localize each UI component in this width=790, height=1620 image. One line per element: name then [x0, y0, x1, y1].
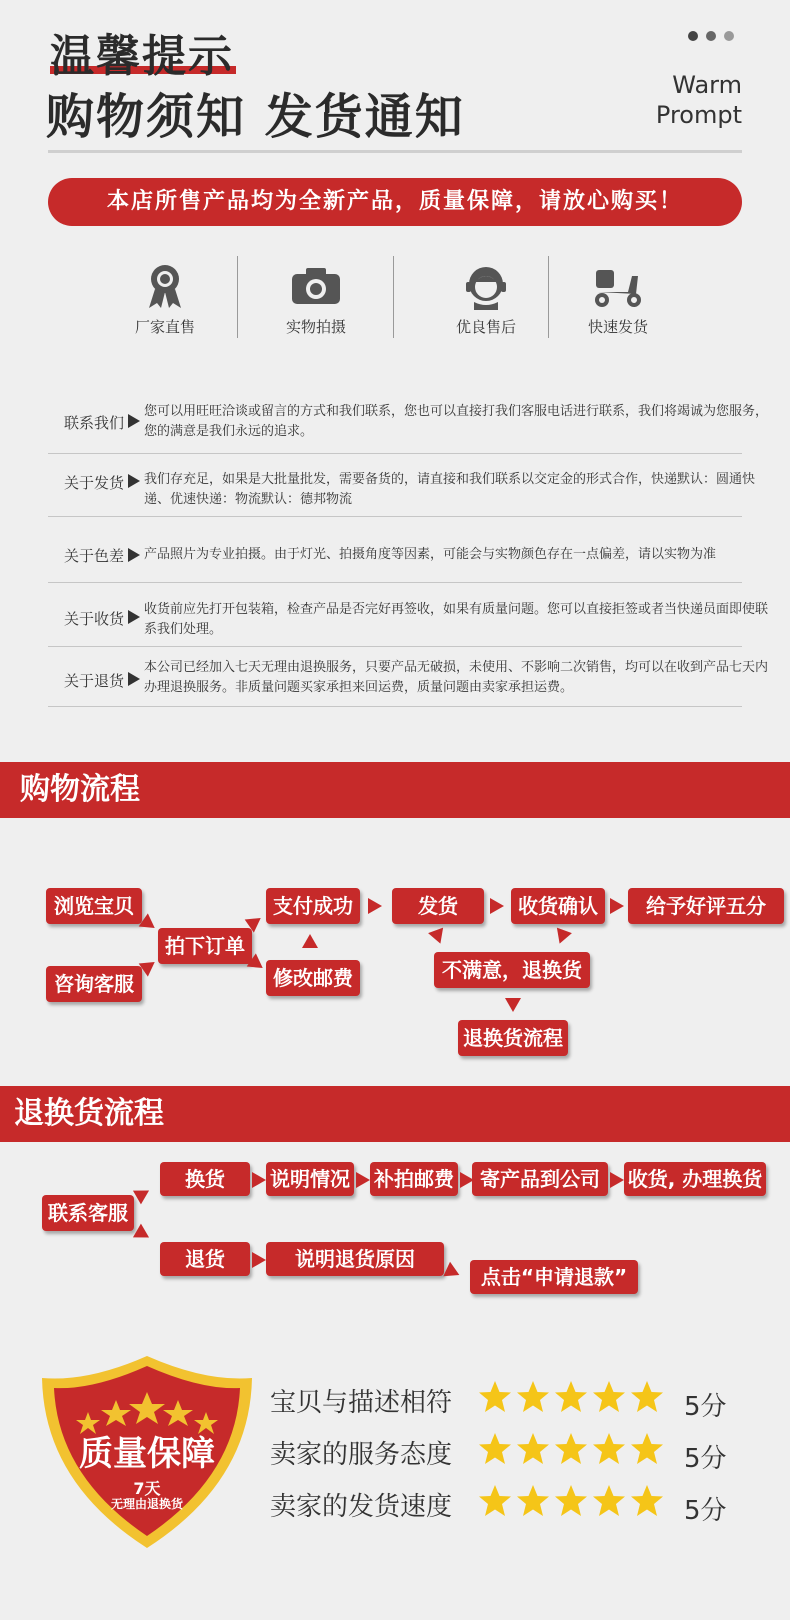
feature-service	[411, 262, 561, 342]
step-review: 给予好评五分	[628, 888, 784, 924]
info-text: 本公司已经加入七天无理由退换服务，只要产品无破损，未使用、不影响二次销售，均可以在收到产品七天内办理退换服务。非质量问题买家承担来回运费，质量问题由卖家承担运费。	[144, 660, 769, 695]
rating-score: 5分	[684, 1444, 727, 1474]
star-icon	[478, 1380, 512, 1414]
dot-2[interactable]	[706, 31, 716, 41]
step-send-product: 寄产品到公司	[472, 1162, 608, 1196]
header-divider	[48, 150, 742, 153]
step-explain: 说明情况	[266, 1162, 354, 1196]
star-icon	[516, 1484, 550, 1518]
rating-stars	[478, 1432, 668, 1470]
info-text: 收货前应先打开包装箱，检查产品是否完好再签收，如果有质量问题。您可以直接拒签或者当快递员面即使联系我们处理。	[144, 602, 769, 637]
section-title: 退换货流程	[14, 1096, 164, 1131]
feature-separator	[393, 256, 394, 338]
notice-banner: 本店所售产品均为全新产品，质量保障，请放心购买！	[48, 178, 742, 226]
step-modify-postage: 修改邮费	[266, 960, 360, 996]
step-browse: 浏览宝贝	[46, 888, 142, 924]
warm-text: Warm	[672, 71, 742, 99]
camera-icon	[286, 262, 346, 310]
step-return-flow: 退换货流程	[458, 1020, 568, 1056]
badge-subtitle: 无理由退换货	[110, 1497, 183, 1511]
feature-label: 优良售后	[455, 318, 516, 336]
star-icon	[478, 1484, 512, 1518]
arrow-icon	[610, 1172, 624, 1188]
rating-score: 5分	[684, 1496, 727, 1526]
arrow-icon	[460, 1172, 474, 1188]
arrow-icon	[133, 1184, 153, 1205]
feature-label: 实物拍摄	[285, 318, 346, 336]
info-text: 您可以用旺旺洽谈或留言的方式和我们联系，您也可以直接打我们客服电话进行联系，我们将竭诚为您服务，您的满意是我们永远的追求。	[144, 404, 769, 439]
arrow-icon	[133, 1224, 153, 1245]
rating-label-service: 卖家的服务态度	[270, 1440, 453, 1470]
warm-prompt	[656, 70, 742, 130]
ribbon-award-icon	[135, 262, 195, 310]
info-label: 联系我们	[63, 414, 124, 432]
step-ship: 发货	[392, 888, 484, 924]
step-order: 拍下订单	[158, 928, 252, 964]
star-icon	[592, 1380, 626, 1414]
dot-3[interactable]	[724, 31, 734, 41]
info-label: 关于退货	[63, 672, 124, 690]
info-label: 关于色差	[63, 547, 124, 565]
star-icon	[592, 1484, 626, 1518]
step-contact-service: 联系客服	[42, 1195, 134, 1231]
step-unsatisfied: 不满意，退换货	[434, 952, 590, 988]
star-icon	[478, 1432, 512, 1466]
star-icon	[554, 1380, 588, 1414]
page-title: 温馨提示	[50, 31, 234, 82]
rating-stars	[478, 1484, 668, 1522]
rating-label-description: 宝贝与描述相符	[270, 1388, 453, 1418]
step-apply-refund: 点击“申请退款”	[470, 1260, 638, 1294]
scooter-icon	[588, 262, 648, 310]
arrow-icon	[505, 998, 521, 1012]
dot-1[interactable]	[688, 31, 698, 41]
feature-label: 快速发货	[587, 318, 648, 336]
triangle-right-icon	[128, 610, 140, 624]
step-refund-reason: 说明退货原因	[266, 1242, 444, 1276]
star-icon	[630, 1432, 664, 1466]
return-flow-header	[0, 1086, 790, 1142]
star-icon	[630, 1484, 664, 1518]
info-text: 我们存充足，如果是大批量批发，需要备货的，请直接和我们联系以交定金的形式合作，快递默认：圆通快递、优速快递：物流默认：德邦物流	[144, 472, 756, 507]
feature-separator	[237, 256, 238, 338]
badge-title: 质量保障	[79, 1434, 215, 1474]
rating-score: 5分	[684, 1392, 727, 1422]
triangle-right-icon	[128, 414, 140, 428]
arrow-icon	[428, 928, 448, 947]
feature-factory	[90, 262, 240, 342]
step-refund: 退货	[160, 1242, 250, 1276]
arrow-icon	[610, 898, 624, 914]
star-icon	[592, 1432, 626, 1466]
feature-label: 厂家直售	[134, 318, 195, 336]
rating-label-shipping: 卖家的发货速度	[270, 1492, 453, 1522]
info-divider	[48, 646, 742, 647]
star-icon	[516, 1380, 550, 1414]
star-icon	[630, 1380, 664, 1414]
step-receive-exchange: 收货, 办理换货	[624, 1162, 766, 1196]
info-divider	[48, 516, 742, 517]
arrow-icon	[356, 1172, 370, 1188]
star-icon	[554, 1484, 588, 1518]
step-exchange: 换货	[160, 1162, 250, 1196]
triangle-right-icon	[128, 474, 140, 488]
badge-days: 7天	[133, 1479, 161, 1498]
feature-photo	[241, 262, 391, 342]
info-text: 产品照片为专业拍摄。由于灯光、拍摄角度等因素，可能会与实物颜色存在一点偏差，请以实物为准	[144, 547, 717, 562]
star-icon	[516, 1432, 550, 1466]
prompt-text: Prompt	[655, 101, 742, 129]
feature-shipping	[543, 262, 693, 342]
arrow-icon	[302, 934, 318, 948]
arrow-icon	[552, 928, 572, 947]
info-label: 关于发货	[63, 474, 124, 492]
quality-badge	[36, 1352, 258, 1552]
step-confirm: 收货确认	[511, 888, 605, 924]
star-icon	[554, 1432, 588, 1466]
arrow-icon	[252, 1252, 266, 1268]
arrow-icon	[443, 1262, 462, 1282]
rating-stars	[478, 1380, 668, 1418]
triangle-right-icon	[128, 548, 140, 562]
triangle-right-icon	[128, 672, 140, 686]
info-divider	[48, 453, 742, 454]
info-label: 关于收货	[63, 610, 124, 628]
arrow-icon	[490, 898, 504, 914]
step-postage: 补拍邮费	[370, 1162, 458, 1196]
shopping-flow-header	[0, 762, 790, 818]
arrow-icon	[252, 1172, 266, 1188]
section-title: 购物流程	[20, 772, 140, 807]
carousel-dots	[688, 26, 742, 45]
service-agent-icon	[456, 262, 516, 310]
info-divider	[48, 706, 742, 707]
page-subtitle: 购物须知 发货通知	[46, 89, 465, 145]
arrow-icon	[368, 898, 382, 914]
info-divider	[48, 582, 742, 583]
step-pay: 支付成功	[266, 888, 360, 924]
step-consult: 咨询客服	[46, 966, 142, 1002]
